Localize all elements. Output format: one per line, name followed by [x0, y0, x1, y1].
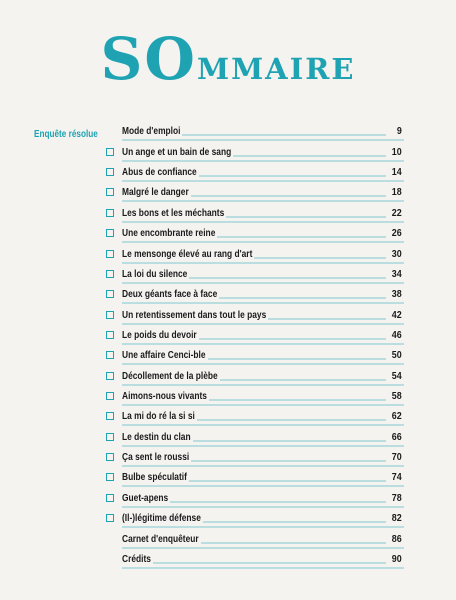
toc-entry-page: 46 [392, 328, 402, 341]
toc-entry [122, 222, 404, 242]
toc-row [34, 242, 404, 262]
toc-row [34, 385, 404, 405]
toc-entry [122, 263, 404, 283]
resolved-checkbox[interactable] [106, 229, 114, 237]
toc-entry-page: 50 [392, 349, 402, 362]
toc-entry-title: Un ange et un bain de sang [122, 145, 232, 158]
toc-entry [122, 202, 404, 222]
toc-entry-title: Mode d'emploi [122, 125, 181, 138]
toc-entry-title: La loi du silence [122, 267, 188, 280]
toc-row [34, 446, 404, 466]
resolved-checkbox[interactable] [106, 209, 114, 217]
toc-entry [122, 528, 404, 548]
toc-entry-title: Une encombrante reine [122, 227, 216, 240]
dot-leader [226, 216, 386, 218]
dot-leader [182, 134, 386, 136]
toc-entry-page: 82 [392, 512, 402, 525]
toc-entry-title: Le mensonge élevé au rang d'art [122, 247, 253, 260]
dot-leader [191, 460, 386, 462]
toc-entry-page: 66 [392, 430, 402, 443]
toc-entry [122, 446, 404, 466]
dot-leader [220, 379, 386, 381]
toc-row [34, 161, 404, 181]
toc-entry-page: 38 [392, 288, 402, 301]
resolved-checkbox[interactable] [106, 453, 114, 461]
toc-entry [122, 548, 404, 568]
dot-leader [203, 521, 386, 523]
toc-entry-page: 26 [392, 227, 402, 240]
toc-entry-page: 10 [392, 145, 402, 158]
toc-entry-page: 58 [392, 390, 402, 403]
toc-entry [122, 161, 404, 181]
dot-leader [197, 419, 386, 421]
resolved-checkbox[interactable] [106, 331, 114, 339]
dot-leader [153, 562, 386, 564]
toc-entry-title: Guet-apens [122, 491, 169, 504]
dot-leader [217, 236, 386, 238]
dot-leader [199, 175, 386, 177]
toc-row [34, 263, 404, 283]
section-label: Enquête résolue [34, 129, 98, 140]
resolved-checkbox[interactable] [106, 412, 114, 420]
dot-leader [191, 195, 386, 197]
dot-leader [208, 358, 386, 360]
toc-entry-title: La mi do ré la si si [122, 410, 195, 423]
toc-entry [122, 181, 404, 201]
toc-entry [122, 365, 404, 385]
page-title-rest: mmaire [196, 40, 356, 89]
toc-row [34, 303, 404, 323]
toc-row [34, 548, 404, 568]
dot-leader [193, 440, 386, 442]
toc-entry-title: Crédits [122, 552, 151, 565]
toc-row [34, 201, 404, 221]
toc-entry-title: (Il-)légitime défense [122, 512, 201, 525]
toc-row [34, 507, 404, 527]
toc-entry-title: Aimons-nous vivants [122, 390, 207, 403]
toc-entry [122, 120, 404, 140]
resolved-checkbox[interactable] [106, 433, 114, 441]
dot-leader [199, 338, 386, 340]
toc-entry [122, 344, 404, 364]
resolved-checkbox[interactable] [106, 514, 114, 522]
toc-entry [122, 243, 404, 263]
toc-entry-page: 42 [392, 308, 402, 321]
toc-entry-page: 62 [392, 410, 402, 423]
toc-entry [122, 507, 404, 527]
resolved-checkbox[interactable] [106, 351, 114, 359]
toc-row [34, 181, 404, 201]
toc-entry-title: Abus de confiance [122, 166, 197, 179]
dot-leader [189, 277, 386, 279]
toc-entry [122, 426, 404, 446]
toc-entry-title: Le destin du clan [122, 430, 191, 443]
toc-entry-page: 54 [392, 369, 402, 382]
resolved-checkbox[interactable] [106, 494, 114, 502]
dot-leader [268, 318, 386, 320]
resolved-checkbox[interactable] [106, 473, 114, 481]
toc-row [34, 364, 404, 384]
toc-entry-page: 70 [392, 451, 402, 464]
toc-entry-title: Un retentissement dans tout le pays [122, 308, 267, 321]
page-title-first: SO [100, 25, 197, 93]
dot-leader [254, 257, 386, 259]
toc-entry-page: 14 [392, 166, 402, 179]
toc-entry-title: Deux géants face à face [122, 288, 218, 301]
toc-entry [122, 304, 404, 324]
toc-entry-page: 22 [392, 206, 402, 219]
toc-row [34, 466, 404, 486]
resolved-checkbox[interactable] [106, 311, 114, 319]
toc-entry [122, 466, 404, 486]
resolved-checkbox[interactable] [106, 148, 114, 156]
toc-entry-page: 34 [392, 267, 402, 280]
resolved-checkbox[interactable] [106, 270, 114, 278]
row-underline [122, 567, 404, 570]
resolved-checkbox[interactable] [106, 392, 114, 400]
toc-entry-title: Bulbe spéculatif [122, 471, 187, 484]
resolved-checkbox[interactable] [106, 290, 114, 298]
dot-leader [219, 297, 386, 299]
toc-entry-title: Malgré le danger [122, 186, 189, 199]
resolved-checkbox[interactable] [106, 188, 114, 196]
toc-entry-page: 9 [397, 125, 402, 138]
toc-entry-title: Les bons et les méchants [122, 206, 225, 219]
toc-entry-page: 86 [392, 532, 402, 545]
toc-row [34, 283, 404, 303]
toc-row [34, 486, 404, 506]
dot-leader [189, 480, 386, 482]
toc-entry [122, 405, 404, 425]
toc-row [34, 344, 404, 364]
toc-entry-title: Décollement de la plèbe [122, 369, 218, 382]
toc-entry-title: Ça sent le roussi [122, 451, 190, 464]
toc-row [34, 527, 404, 547]
toc-entry [122, 283, 404, 303]
toc-entry-page: 18 [392, 186, 402, 199]
toc-row [34, 425, 404, 445]
dot-leader [170, 501, 386, 503]
toc-entry-title: Le poids du devoir [122, 328, 197, 341]
toc-entry-page: 74 [392, 471, 402, 484]
resolved-checkbox[interactable] [106, 168, 114, 176]
toc-entry [122, 385, 404, 405]
dot-leader [209, 399, 386, 401]
toc-entry [122, 141, 404, 161]
toc-row [34, 324, 404, 344]
dot-leader [233, 155, 386, 157]
toc-entry-page: 90 [392, 552, 402, 565]
toc-row [34, 222, 404, 242]
toc-row [34, 405, 404, 425]
toc-entry-title: Une affaire Cenci-ble [122, 349, 206, 362]
toc-entry [122, 324, 404, 344]
resolved-checkbox[interactable] [106, 372, 114, 380]
table-of-contents [34, 120, 404, 568]
toc-entry-title: Carnet d'enquêteur [122, 532, 199, 545]
resolved-checkbox[interactable] [106, 250, 114, 258]
toc-row [34, 140, 404, 160]
toc-entry [122, 487, 404, 507]
toc-entry-page: 30 [392, 247, 402, 260]
page-title [0, 25, 456, 93]
toc-entry-page: 78 [392, 491, 402, 504]
dot-leader [201, 542, 386, 544]
toc-row [34, 120, 404, 140]
